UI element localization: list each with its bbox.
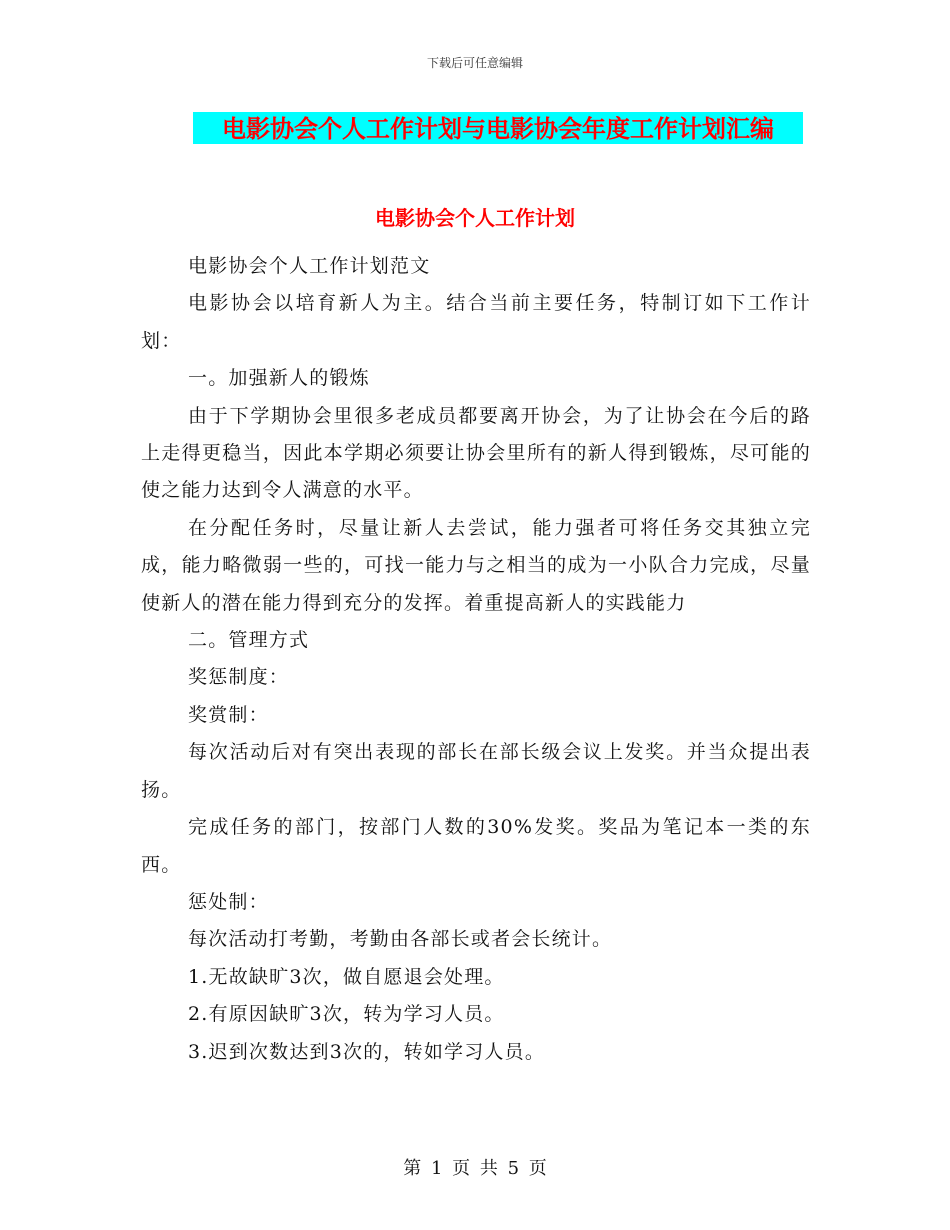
paragraph: 电影协会以培育新人为主。结合当前主要任务，特制订如下工作计划： [141,292,811,352]
paragraph: 完成任务的部门，按部门人数的30%发奖。奖品为笔记本一类的东西。 [141,816,811,876]
page-number-footer: 第 1 页 共 5 页 [403,1158,547,1179]
document-title: 电影协会个人工作计划与电影协会年度工作计划汇编 [222,115,774,143]
paragraph: 1.无故缺旷3次，做自愿退会处理。 [188,965,505,988]
paragraph: 奖惩制度： [188,666,290,689]
paragraph: 电影协会个人工作计划范文 [188,255,431,277]
paragraph: 2.有原因缺旷3次，转为学习人员。 [188,1003,505,1026]
document-body [141,248,811,1071]
paragraph: 3.迟到次数达到3次的，转如学习人员。 [188,1040,546,1063]
paragraph: 由于下学期协会里很多老成员都要离开协会，为了让协会在今后的路上走得更稳当，因此本学期必须要让协会里所有的新人得到锻炼，尽可能的使之能力达到令人满意的水平。 [141,404,811,502]
paragraph: 奖赏制： [188,703,269,726]
section-title: 电影协会个人工作计划 [375,206,575,230]
paragraph: 每次活动后对有突出表现的部长在部长级会议上发奖。并当众提出表扬。 [141,741,811,801]
page-header-note: 下载后可任意编辑 [426,56,523,70]
paragraph: 每次活动打考勤，考勤由各部长或者会长统计。 [188,928,613,951]
paragraph: 一。加强新人的锻炼 [188,367,370,390]
paragraph: 二。管理方式 [188,629,310,652]
paragraph: 在分配任务时，尽量让新人去尝试，能力强者可将任务交其独立完成，能力略微弱一些的，可找一能力与之相当的成为一小队合力完成，尽量使新人的潜在能力得到充分的发挥。着重提高新人的实践能力 [141,516,811,614]
paragraph: 惩处制： [188,890,269,913]
